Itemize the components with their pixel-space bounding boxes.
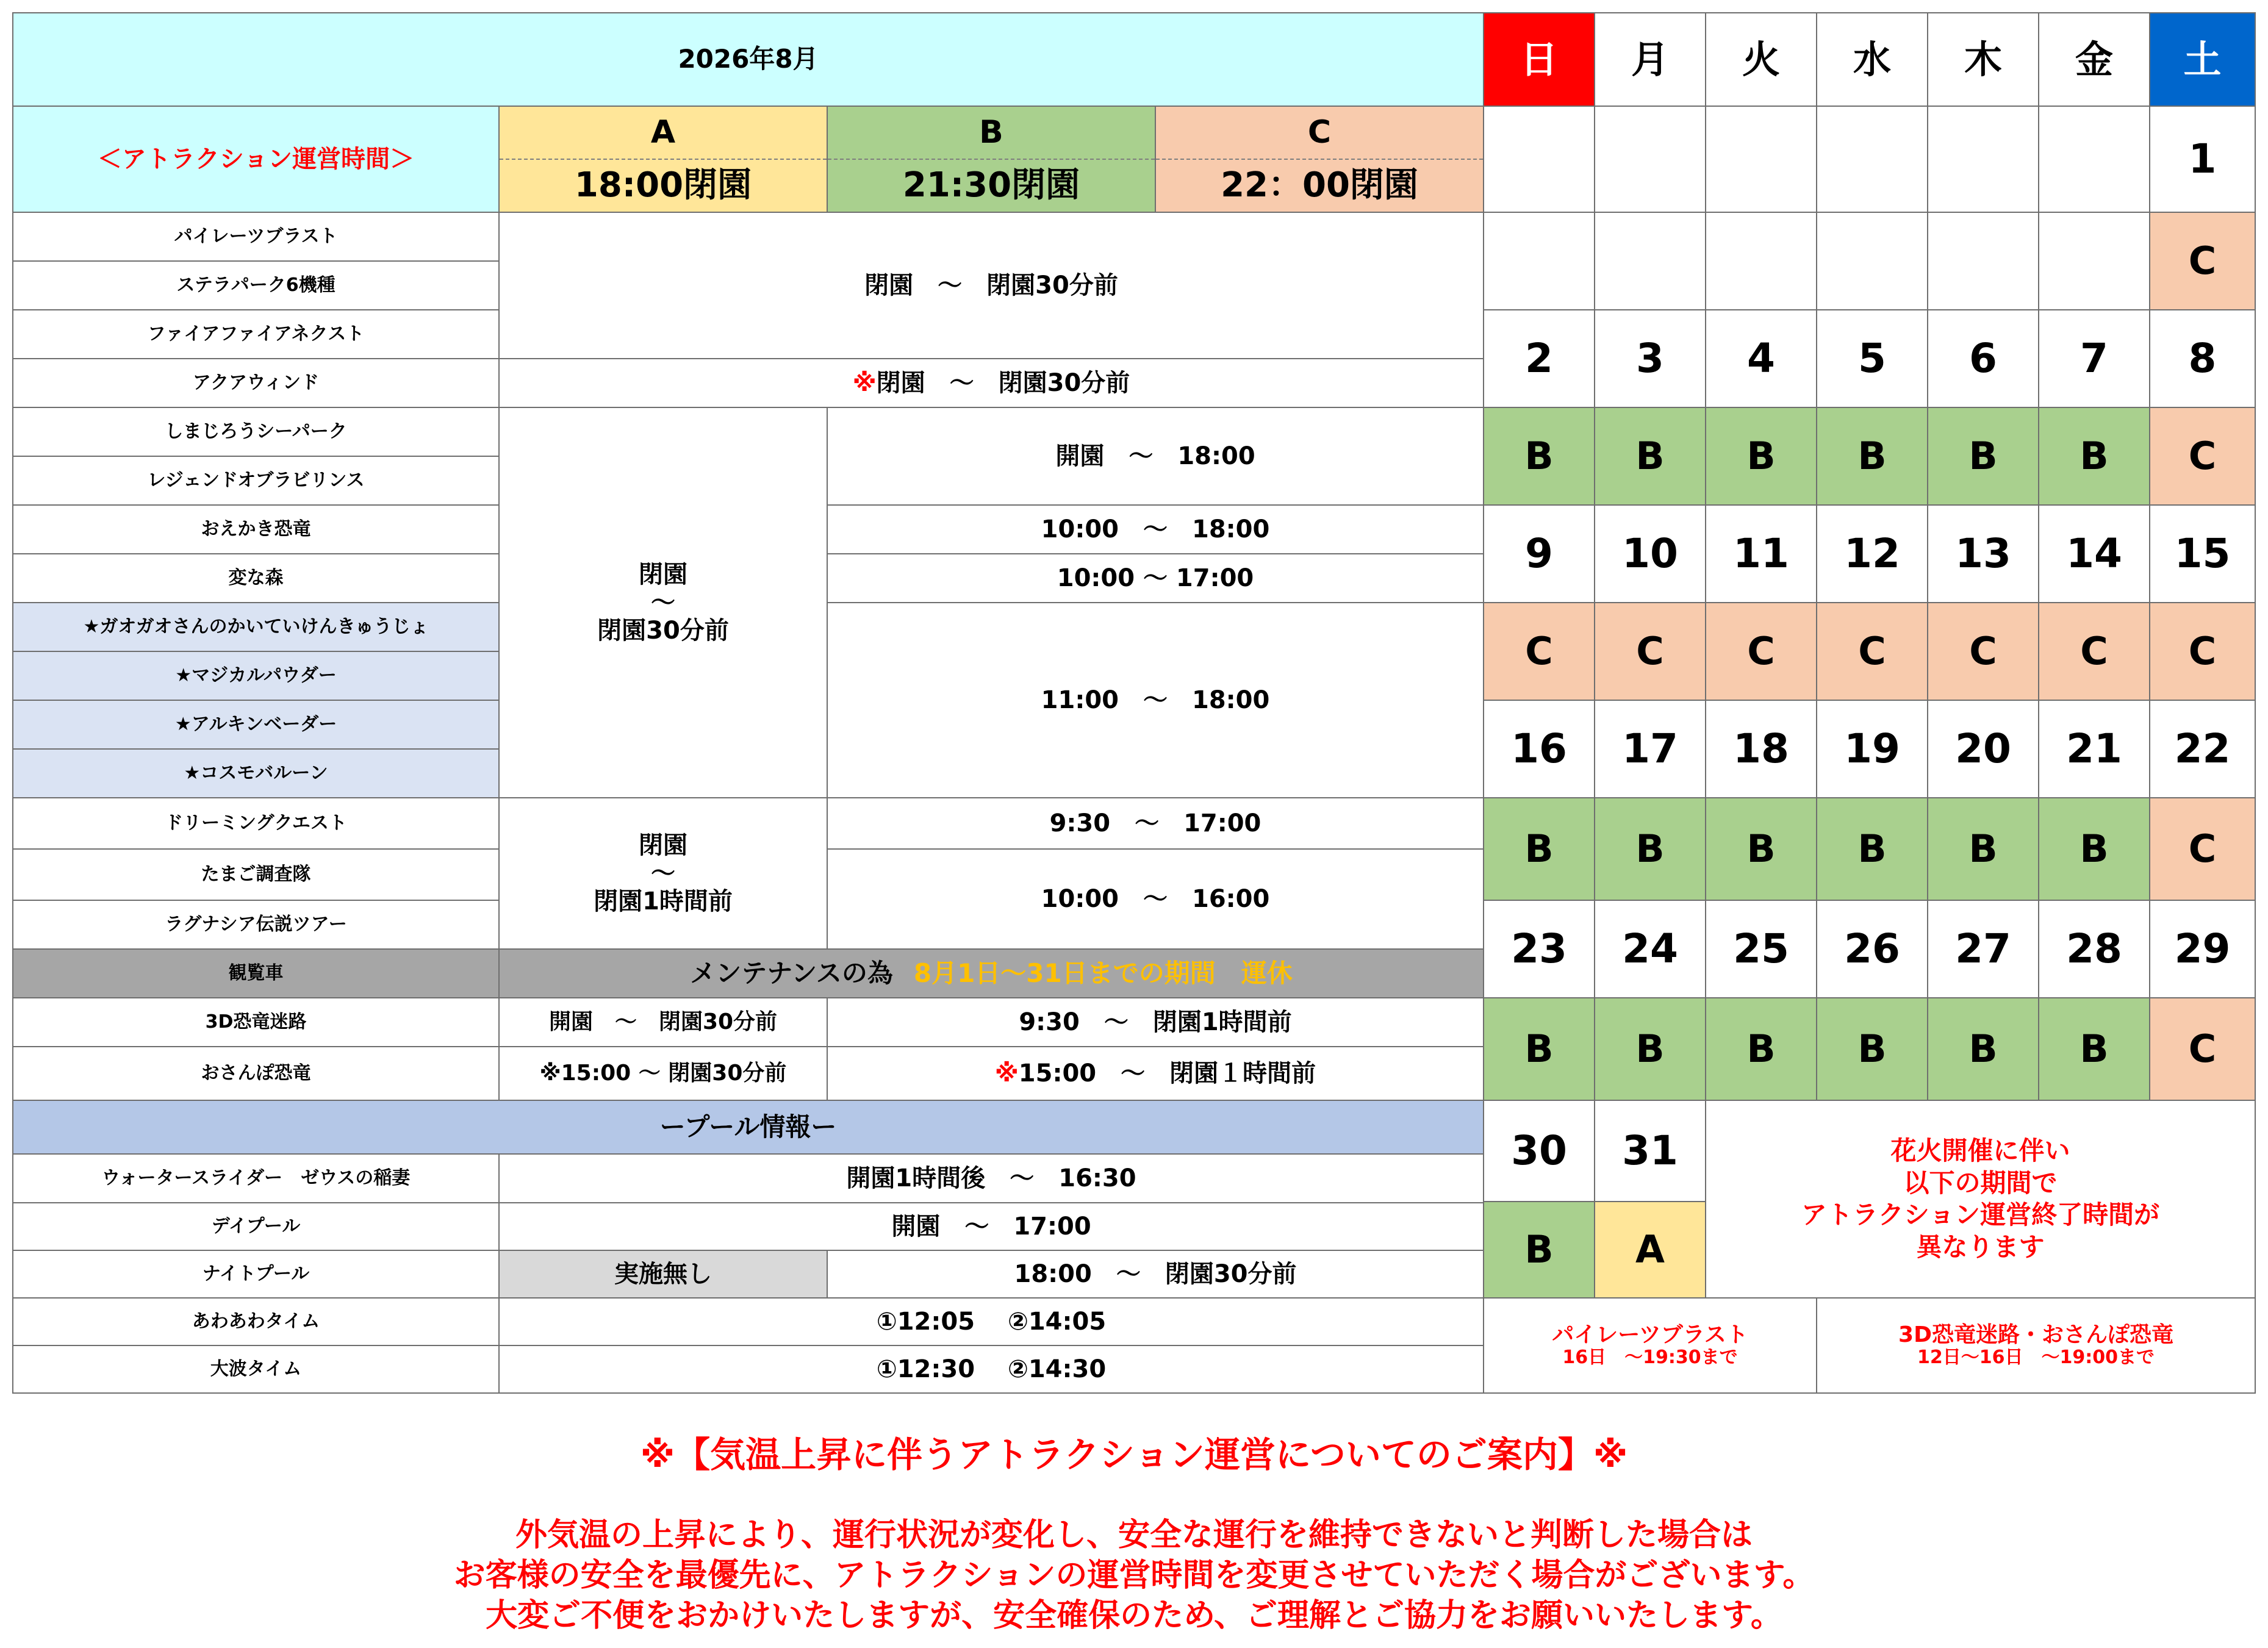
calendar-pattern: B bbox=[2038, 407, 2150, 506]
calendar-date: 2 bbox=[1483, 309, 1595, 408]
pattern-c-close: 22：00閉園 bbox=[1221, 165, 1418, 206]
pool-hours: ①12:05 ②14:05 bbox=[498, 1297, 1484, 1346]
calendar-date: 5 bbox=[1816, 309, 1928, 408]
hours-kanransha bbox=[498, 948, 1484, 998]
pattern-c-header bbox=[1155, 106, 1484, 213]
calendar-pattern: C bbox=[1816, 602, 1928, 701]
fireworks-box-detail: 12日～16日 ～19:00まで bbox=[1917, 1347, 2155, 1369]
calendar-date: 14 bbox=[2038, 504, 2150, 603]
pool-name: ナイトプール bbox=[12, 1250, 500, 1299]
calendar-pattern: A bbox=[1594, 1201, 1706, 1299]
hours-maze-a: 開園 ～ 閉園30分前 bbox=[498, 997, 828, 1047]
fireworks-box-title: パイレーツブラスト bbox=[1552, 1322, 1748, 1348]
calendar-date: 13 bbox=[1927, 504, 2039, 603]
calendar-pattern: C bbox=[2149, 797, 2256, 901]
pool-hours: 18:00 ～ 閉園30分前 bbox=[827, 1250, 1484, 1299]
calendar-pattern: B bbox=[1705, 407, 1817, 506]
pattern-a-close: 18:00閉園 bbox=[574, 165, 752, 206]
calendar-date: 29 bbox=[2149, 900, 2256, 998]
month-title: 2026年8月 bbox=[12, 12, 1484, 107]
pattern-c-code: C bbox=[1156, 107, 1483, 160]
calendar-date: 6 bbox=[1927, 309, 2039, 408]
notice-line: お客様の安全を最優先に、アトラクションの運営時間を変更させていただく場合がございます。 bbox=[453, 1557, 1815, 1594]
hours-text: 15:00 ～ 閉園１時間前 bbox=[1018, 1059, 1316, 1087]
hours-text: 閉園 ～ 閉園30分前 bbox=[876, 369, 1130, 397]
attraction-name: ステラパーク6機種 bbox=[12, 260, 500, 310]
calendar-pattern: C bbox=[1927, 602, 2039, 701]
hours-walk-bc bbox=[827, 1046, 1484, 1101]
notice-line: 外気温の上昇により、運行状況が変化し、安全な運行を維持できないと判断した場合は bbox=[515, 1517, 1753, 1553]
fireworks-note: 花火開催に伴い 以下の期間で アトラクション運営終了時間が 異なります bbox=[1705, 1100, 2256, 1299]
calendar-pattern: B bbox=[1705, 797, 1817, 901]
calendar-pattern: C bbox=[1705, 602, 1817, 701]
calendar-pattern: B bbox=[2038, 797, 2150, 901]
calendar-pattern: B bbox=[1927, 997, 2039, 1101]
fireworks-box-pirates bbox=[1483, 1297, 1817, 1394]
attraction-name: しまじろうシーパーク bbox=[12, 407, 500, 457]
calendar-pattern: C bbox=[2149, 407, 2256, 506]
calendar-date: 8 bbox=[2149, 309, 2256, 408]
attraction-name: 観覧車 bbox=[12, 948, 500, 998]
calendar-pattern: B bbox=[1816, 997, 1928, 1101]
attraction-name: レジェンドオブラビリンス bbox=[12, 456, 500, 506]
attraction-name: ★アルキンベーダー bbox=[12, 700, 500, 750]
calendar-date: 22 bbox=[2149, 700, 2256, 798]
attraction-name: ★マジカルパウダー bbox=[12, 651, 500, 701]
note-mark: ※ bbox=[994, 1059, 1019, 1087]
pool-header: ープール情報ー bbox=[12, 1100, 1484, 1155]
calendar-date: 21 bbox=[2038, 700, 2150, 798]
calendar-date: 20 bbox=[1927, 700, 2039, 798]
hours-group3-bc: 9:30 ～ 17:00 bbox=[827, 797, 1484, 850]
calendar-pattern: C bbox=[1483, 602, 1595, 701]
weekday-tue: 火 bbox=[1705, 12, 1817, 107]
calendar-pattern: B bbox=[1816, 407, 1928, 506]
calendar-date: 4 bbox=[1705, 309, 1817, 408]
weekday-thu: 木 bbox=[1927, 12, 2039, 107]
weekday-mon: 月 bbox=[1594, 12, 1706, 107]
calendar-pattern: B bbox=[1483, 797, 1595, 901]
calendar-pattern: C bbox=[2038, 602, 2150, 701]
calendar-pattern: B bbox=[1705, 997, 1817, 1101]
attraction-name: おさんぽ恐竜 bbox=[12, 1046, 500, 1101]
calendar-date bbox=[2038, 106, 2150, 213]
calendar-date: 27 bbox=[1927, 900, 2039, 998]
hours-group3-bc: 10:00 ～ 16:00 bbox=[827, 848, 1484, 950]
calendar-date: 10 bbox=[1594, 504, 1706, 603]
attraction-name: おえかき恐竜 bbox=[12, 504, 500, 554]
weekday-wed: 水 bbox=[1816, 12, 1928, 107]
calendar-pattern: C bbox=[2149, 212, 2256, 310]
calendar-date: 25 bbox=[1705, 900, 1817, 998]
notice-title: ※【気温上昇に伴うアトラクション運営についてのご案内】※ bbox=[640, 1434, 1628, 1475]
pattern-b-header bbox=[827, 106, 1156, 213]
calendar-pattern: B bbox=[1483, 997, 1595, 1101]
calendar-date: 18 bbox=[1705, 700, 1817, 798]
calendar-pattern: B bbox=[1927, 797, 2039, 901]
calendar-date: 3 bbox=[1594, 309, 1706, 408]
calendar-date: 23 bbox=[1483, 900, 1595, 998]
attraction-name: ラグナシア伝説ツアー bbox=[12, 900, 500, 950]
calendar-pattern: B bbox=[1816, 797, 1928, 901]
calendar-date: 17 bbox=[1594, 700, 1706, 798]
calendar-date: 26 bbox=[1816, 900, 1928, 998]
calendar-pattern bbox=[2038, 212, 2150, 310]
calendar-date: 7 bbox=[2038, 309, 2150, 408]
calendar-date: 19 bbox=[1816, 700, 1928, 798]
calendar-pattern: B bbox=[1594, 997, 1706, 1101]
notice-line: 大変ご不便をおかけいたしますが、安全確保のため、ご理解とご協力をお願いいたします。 bbox=[486, 1597, 1782, 1634]
calendar-date bbox=[1816, 106, 1928, 213]
calendar-date: 30 bbox=[1483, 1100, 1595, 1202]
calendar-date bbox=[1927, 106, 2039, 213]
calendar-pattern: B bbox=[1483, 407, 1595, 506]
calendar-date: 1 bbox=[2149, 106, 2256, 213]
weekday-sun: 日 bbox=[1483, 12, 1595, 107]
calendar-date: 31 bbox=[1594, 1100, 1706, 1202]
hours-group3-a: 閉園 ～ 閉園1時間前 bbox=[498, 797, 828, 950]
pool-name: ウォータースライダー ゼウスの稲妻 bbox=[12, 1153, 500, 1203]
calendar-pattern: C bbox=[2149, 997, 2256, 1101]
attraction-name: たまご調査隊 bbox=[12, 848, 500, 901]
pool-hours-a: 実施無し bbox=[498, 1250, 828, 1299]
hours-aquawind bbox=[498, 358, 1484, 408]
attraction-name: アクアウィンド bbox=[12, 358, 500, 408]
attraction-name: ファイアファイアネクスト bbox=[12, 309, 500, 359]
calendar-pattern: B bbox=[1594, 797, 1706, 901]
calendar-pattern bbox=[1594, 212, 1706, 310]
weekday-fri: 金 bbox=[2038, 12, 2150, 107]
calendar-date: 16 bbox=[1483, 700, 1595, 798]
fireworks-box-title: 3D恐竜迷路・おさんぽ恐竜 bbox=[1898, 1322, 2173, 1348]
hours-group2-bc: 11:00 ～ 18:00 bbox=[827, 602, 1484, 798]
calendar-pattern: B bbox=[1594, 407, 1706, 506]
calendar-pattern bbox=[1483, 212, 1595, 310]
calendar-pattern: B bbox=[2038, 997, 2150, 1101]
fireworks-box-dino bbox=[1816, 1297, 2256, 1394]
pattern-a-header bbox=[498, 106, 828, 213]
maintenance-period: 8月1日～31日までの期間 運休 bbox=[913, 958, 1293, 988]
calendar-pattern bbox=[1927, 212, 2039, 310]
hours-walk-a: ※15:00 ～ 閉園30分前 bbox=[498, 1046, 828, 1101]
attraction-name: 変な森 bbox=[12, 553, 500, 603]
attraction-name: ★ガオガオさんのかいていけんきゅうじょ bbox=[12, 602, 500, 652]
calendar-pattern: B bbox=[1483, 1201, 1595, 1299]
calendar-date: 28 bbox=[2038, 900, 2150, 998]
attraction-name: ドリーミングクエスト bbox=[12, 797, 500, 850]
attraction-name: パイレーツブラスト bbox=[12, 212, 500, 262]
section-title: ＜アトラクション運営時間＞ bbox=[12, 106, 500, 213]
hours-group2-bc: 10:00 ～ 17:00 bbox=[827, 553, 1484, 603]
calendar-pattern: C bbox=[1594, 602, 1706, 701]
calendar-date: 9 bbox=[1483, 504, 1595, 603]
calendar-pattern bbox=[1816, 212, 1928, 310]
pool-name: あわあわタイム bbox=[12, 1297, 500, 1346]
hours-group2-bc: 10:00 ～ 18:00 bbox=[827, 504, 1484, 554]
pool-hours: ①12:30 ②14:30 bbox=[498, 1345, 1484, 1394]
hours-group2-bc: 開園 ～ 18:00 bbox=[827, 407, 1484, 506]
pool-hours: 開園1時間後 ～ 16:30 bbox=[498, 1153, 1484, 1203]
note-mark: ※ bbox=[852, 369, 877, 397]
hours-group1: 閉園 ～ 閉園30分前 bbox=[498, 212, 1484, 359]
pool-name: 大波タイム bbox=[12, 1345, 500, 1394]
calendar-date bbox=[1594, 106, 1706, 213]
pattern-b-code: B bbox=[828, 107, 1155, 160]
pool-hours: 開園 ～ 17:00 bbox=[498, 1202, 1484, 1251]
attraction-name: 3D恐竜迷路 bbox=[12, 997, 500, 1047]
calendar-date: 15 bbox=[2149, 504, 2256, 603]
pattern-a-code: A bbox=[500, 107, 827, 160]
calendar-date: 11 bbox=[1705, 504, 1817, 603]
attraction-name: ★コスモバルーン bbox=[12, 748, 500, 798]
fireworks-box-detail: 16日 ～19:30まで bbox=[1562, 1347, 1738, 1369]
pool-name: デイプール bbox=[12, 1202, 500, 1251]
hours-group2-a: 閉園 ～ 閉園30分前 bbox=[498, 407, 828, 798]
hours-maze-bc: 9:30 ～ 閉園1時間前 bbox=[827, 997, 1484, 1047]
calendar-date bbox=[1483, 106, 1595, 213]
maintenance-label: メンテナンスの為 bbox=[690, 958, 893, 988]
calendar-date bbox=[1705, 106, 1817, 213]
calendar-pattern: B bbox=[1927, 407, 2039, 506]
calendar-date: 12 bbox=[1816, 504, 1928, 603]
calendar-pattern: C bbox=[2149, 602, 2256, 701]
calendar-pattern bbox=[1705, 212, 1817, 310]
calendar-date: 24 bbox=[1594, 900, 1706, 998]
weekday-sat: 土 bbox=[2149, 12, 2256, 107]
pattern-b-close: 21:30閉園 bbox=[902, 165, 1080, 206]
